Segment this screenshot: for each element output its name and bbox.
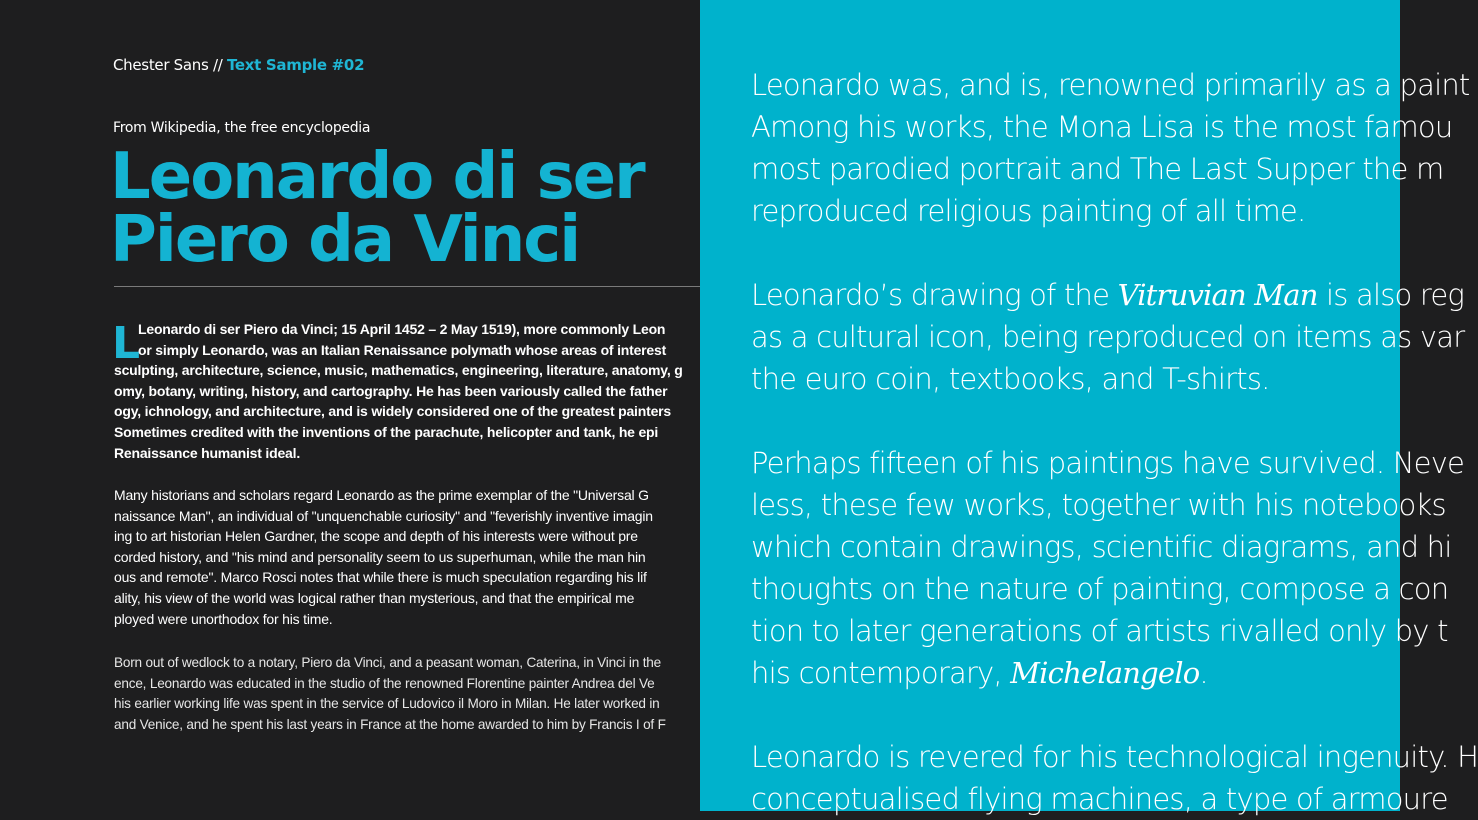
large-line: Leonardo is revered for his technological ingenuity. H — [751, 740, 1478, 774]
right-panel — [700, 0, 1478, 816]
large-paragraph-1 — [751, 64, 1470, 232]
large-line-text: . — [1199, 656, 1208, 690]
large-line: reproduced religious painting of all time. — [751, 194, 1306, 228]
body-paragraph — [114, 485, 754, 629]
large-paragraph-3 — [751, 442, 1465, 694]
body-line: naissance Man", an individual of "unquenchable curiosity" and "feverishly inventive imagin — [114, 507, 653, 524]
large-paragraph-2 — [751, 274, 1465, 400]
large-line: which contain drawings, scientific diagrams, and hi — [751, 530, 1452, 564]
body-line: ality, his view of the world was logical rather than mysterious, and that the empirical me — [114, 589, 635, 606]
body-line: ployed were unorthodox for his time. — [114, 610, 333, 627]
intro-line: omy, botany, writing, history, and cartography. He has been variously called the father — [114, 382, 668, 399]
page-title — [110, 140, 690, 277]
large-line: Perhaps fifteen of his paintings have survived. Neve — [751, 446, 1465, 480]
large-line — [751, 274, 1465, 316]
large-line: Leonardo was, and is, renowned primarily as a paint — [751, 68, 1470, 102]
sample-label: Text Sample #02 — [226, 56, 365, 74]
drop-cap: L — [112, 318, 141, 369]
light-line: ence, Leonardo was educated in the studio of the renowned Florentine painter Andrea del Ve — [114, 675, 655, 691]
font-sample-header — [113, 56, 364, 74]
italic-title: Vitruvian Man — [1117, 278, 1318, 312]
light-line: his earlier working life was spent in the service of Ludovico il Moro in Milan. He later worked in — [114, 696, 660, 712]
font-name: Chester Sans // — [113, 56, 223, 74]
large-line: less, these few works, together with his notebooks — [751, 488, 1446, 522]
intro-paragraph — [114, 319, 754, 463]
large-line: tion to later generations of artists rivalled only by t — [751, 614, 1448, 648]
large-line — [751, 652, 1451, 694]
intro-line: ogy, ichnology, and architecture, and is widely considered one of the greatest painters — [114, 403, 671, 420]
body-line: ous and remote". Marco Rosci notes that while there is much speculation regarding his lif — [114, 569, 647, 586]
body-line: ing to art historian Helen Gardner, the scope and depth of his interests were without pre — [114, 528, 638, 545]
title-line-2: Piero da Vinci — [110, 203, 580, 277]
light-line: Born out of wedlock to a notary, Piero da Vinci, and a peasant woman, Caterina, in Vinci in the — [114, 655, 661, 670]
intro-line: Sometimes credited with the inventions of the parachute, helicopter and tank, he epi — [114, 423, 659, 440]
light-line: and Venice, and he spent his last years in France at the home awarded to him by Francis I of F — [114, 716, 666, 732]
left-panel — [0, 0, 700, 811]
large-line-text: his contemporary, — [751, 656, 1011, 690]
large-line: the euro coin, textbooks, and T-shirts. — [751, 362, 1270, 396]
intro-line: Renaissance humanist ideal. — [114, 444, 301, 461]
large-paragraph-4 — [751, 736, 1478, 820]
intro-line: Leonardo di ser Piero da Vinci; 15 April 1452 – 2 May 1519), more commonly Leon — [138, 321, 666, 337]
source-caption: From Wikipedia, the free encyclopedia — [113, 120, 371, 136]
intro-line: or simply Leonardo, was an Italian Renaissance polymath whose areas of interest — [138, 341, 667, 358]
large-line: most parodied portrait and The Last Supper the m — [751, 152, 1444, 186]
large-line-text: Leonardo’s drawing of the — [751, 278, 1118, 312]
large-line-text: is also reg — [1317, 278, 1465, 312]
light-paragraph — [114, 653, 754, 735]
title-divider — [114, 286, 700, 287]
large-line: conceptualised flying machines, a type of armoure — [751, 782, 1448, 816]
body-line: Many historians and scholars regard Leonardo as the prime exemplar of the "Universal G — [114, 487, 649, 503]
large-line: thoughts on the nature of painting, compose a con — [751, 572, 1449, 606]
intro-line: sculpting, architecture, science, music, mathematics, engineering, literature, anatomy, g — [114, 362, 683, 379]
body-line: corded history, and "his mind and personality seem to us superhuman, while the man hin — [114, 548, 646, 565]
large-line: Among his works, the Mona Lisa is the most famou — [751, 110, 1453, 144]
large-line: as a cultural icon, being reproduced on items as var — [751, 320, 1465, 354]
italic-name: Michelangelo — [1010, 656, 1200, 690]
title-line-1: Leonardo di ser — [110, 140, 644, 214]
